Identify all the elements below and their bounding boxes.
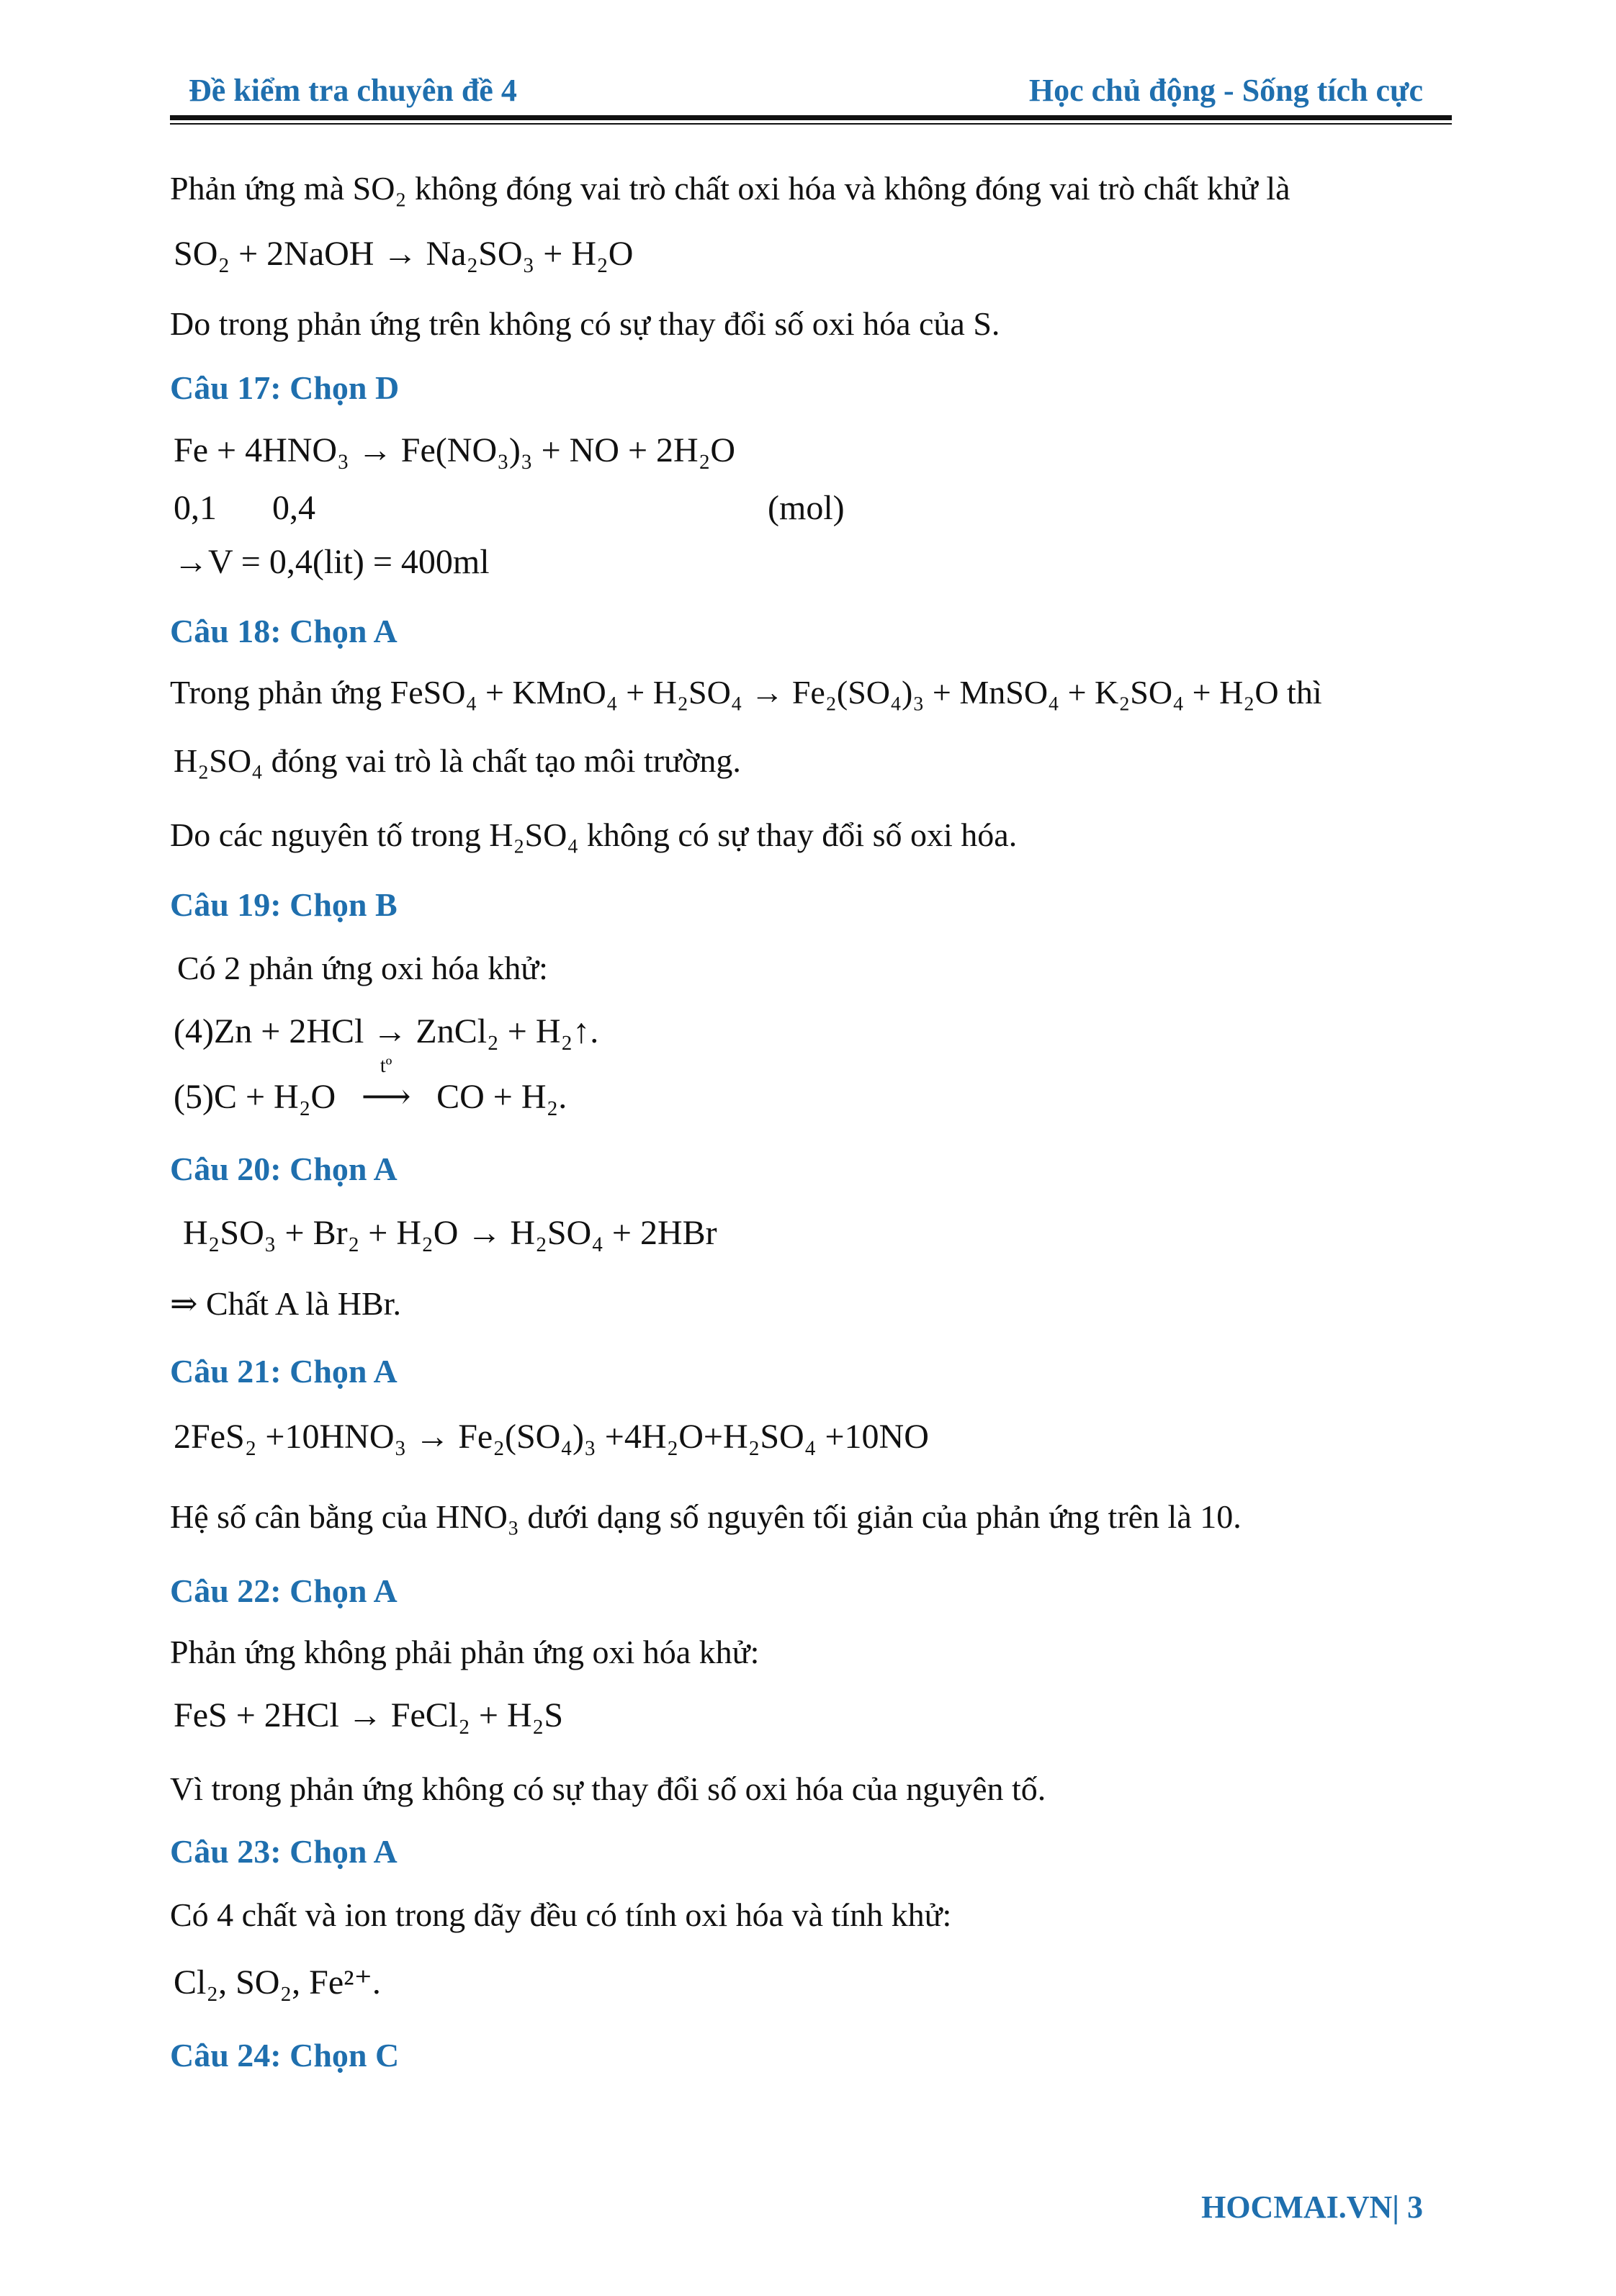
question-22-text-1: Phản ứng không phải phản ứng oxi hóa khử: — [170, 1634, 760, 1670]
question-21-text: Hệ số cân bằng của HNO₃ dưới dạng số nguyên tối giản của phản ứng trên là 10. — [170, 1498, 1242, 1535]
question-23-title: Câu 23: Chọn A — [170, 1833, 398, 1870]
question-17-mol-unit: (mol) — [768, 489, 845, 527]
question-17-title: Câu 17: Chọn D — [170, 369, 400, 406]
question-18-text-1: Trong phản ứng FeSO₄ + KMnO₄ + H₂SO₄ → Fe₂(SO₄)₃ + MnSO₄ + K₂SO₄ + H₂O thì — [170, 674, 1322, 711]
question-20-conclusion: ⇒ Chất A là HBr. — [170, 1285, 401, 1322]
question-19-equation-5-left: (5)C + H₂O — [174, 1078, 336, 1116]
question-17-equation: Fe + 4HNO₃ → Fe(NO₃)₃ + NO + 2H₂O — [174, 431, 736, 469]
heat-condition-label: tº — [380, 1055, 392, 1077]
footer-page-number: HOCMAI.VN| 3 — [1201, 2189, 1423, 2225]
question-17-result: →V = 0,4(lit) = 400ml — [174, 543, 490, 581]
question-18-text-3: Do các nguyên tố trong H₂SO₄ không có sự thay đổi số oxi hóa. — [170, 816, 1018, 853]
header-rule-thick — [170, 115, 1452, 120]
question-20-equation: H₂SO₃ + Br₂ + H₂O → H₂SO₄ + 2HBr — [183, 1214, 717, 1252]
intro-explanation: Do trong phản ứng trên không có sự thay đổi số oxi hóa của S. — [170, 305, 1000, 342]
intro-text: Phản ứng mà SO₂ không đóng vai trò chất oxi hóa và không đóng vai trò chất khử là — [170, 170, 1290, 207]
question-20-title: Câu 20: Chọn A — [170, 1151, 398, 1187]
question-21-title: Câu 21: Chọn A — [170, 1353, 398, 1390]
question-19-equation-5 — [174, 1055, 567, 1117]
question-18-title: Câu 18: Chọn A — [170, 613, 398, 649]
header-right-slogan: Học chủ động - Sống tích cực — [1028, 73, 1423, 108]
question-17-mol-a: 0,1 — [174, 489, 217, 527]
question-22-title: Câu 22: Chọn A — [170, 1572, 398, 1609]
question-22-equation: FeS + 2HCl → FeCl₂ + H₂S — [174, 1696, 564, 1734]
question-23-text: Có 4 chất và ion trong dãy đều có tính oxi hóa và tính khử: — [170, 1896, 952, 1933]
question-23-equation: Cl₂, SO₂, Fe²⁺. — [174, 1963, 381, 2002]
question-19-equation-4: (4)Zn + 2HCl → ZnCl₂ + H₂↑. — [174, 1012, 599, 1050]
header-rule-thin — [170, 123, 1452, 125]
question-24-title: Câu 24: Chọn C — [170, 2037, 400, 2074]
question-18-text-2: H₂SO₄ đóng vai trò là chất tạo môi trường. — [174, 742, 741, 779]
question-19-title: Câu 19: Chọn B — [170, 886, 398, 923]
header-left-title: Đề kiểm tra chuyên đề 4 — [189, 73, 517, 108]
question-19-equation-5-right: CO + H₂. — [436, 1078, 567, 1116]
question-17-mol-b: 0,4 — [272, 489, 315, 527]
question-21-equation: 2FeS₂ +10HNO₃ → Fe₂(SO₄)₃ +4H₂O+H₂SO₄ +10NO — [174, 1418, 929, 1456]
question-19-text: Có 2 phản ứng oxi hóa khử: — [177, 950, 548, 986]
heat-arrow: tº ⟶ — [336, 1076, 436, 1117]
intro-equation: SO₂ + 2NaOH → Na₂SO₃ + H₂O — [174, 235, 634, 273]
question-22-text-2: Vì trong phản ứng không có sự thay đổi số oxi hóa của nguyên tố. — [170, 1770, 1046, 1807]
